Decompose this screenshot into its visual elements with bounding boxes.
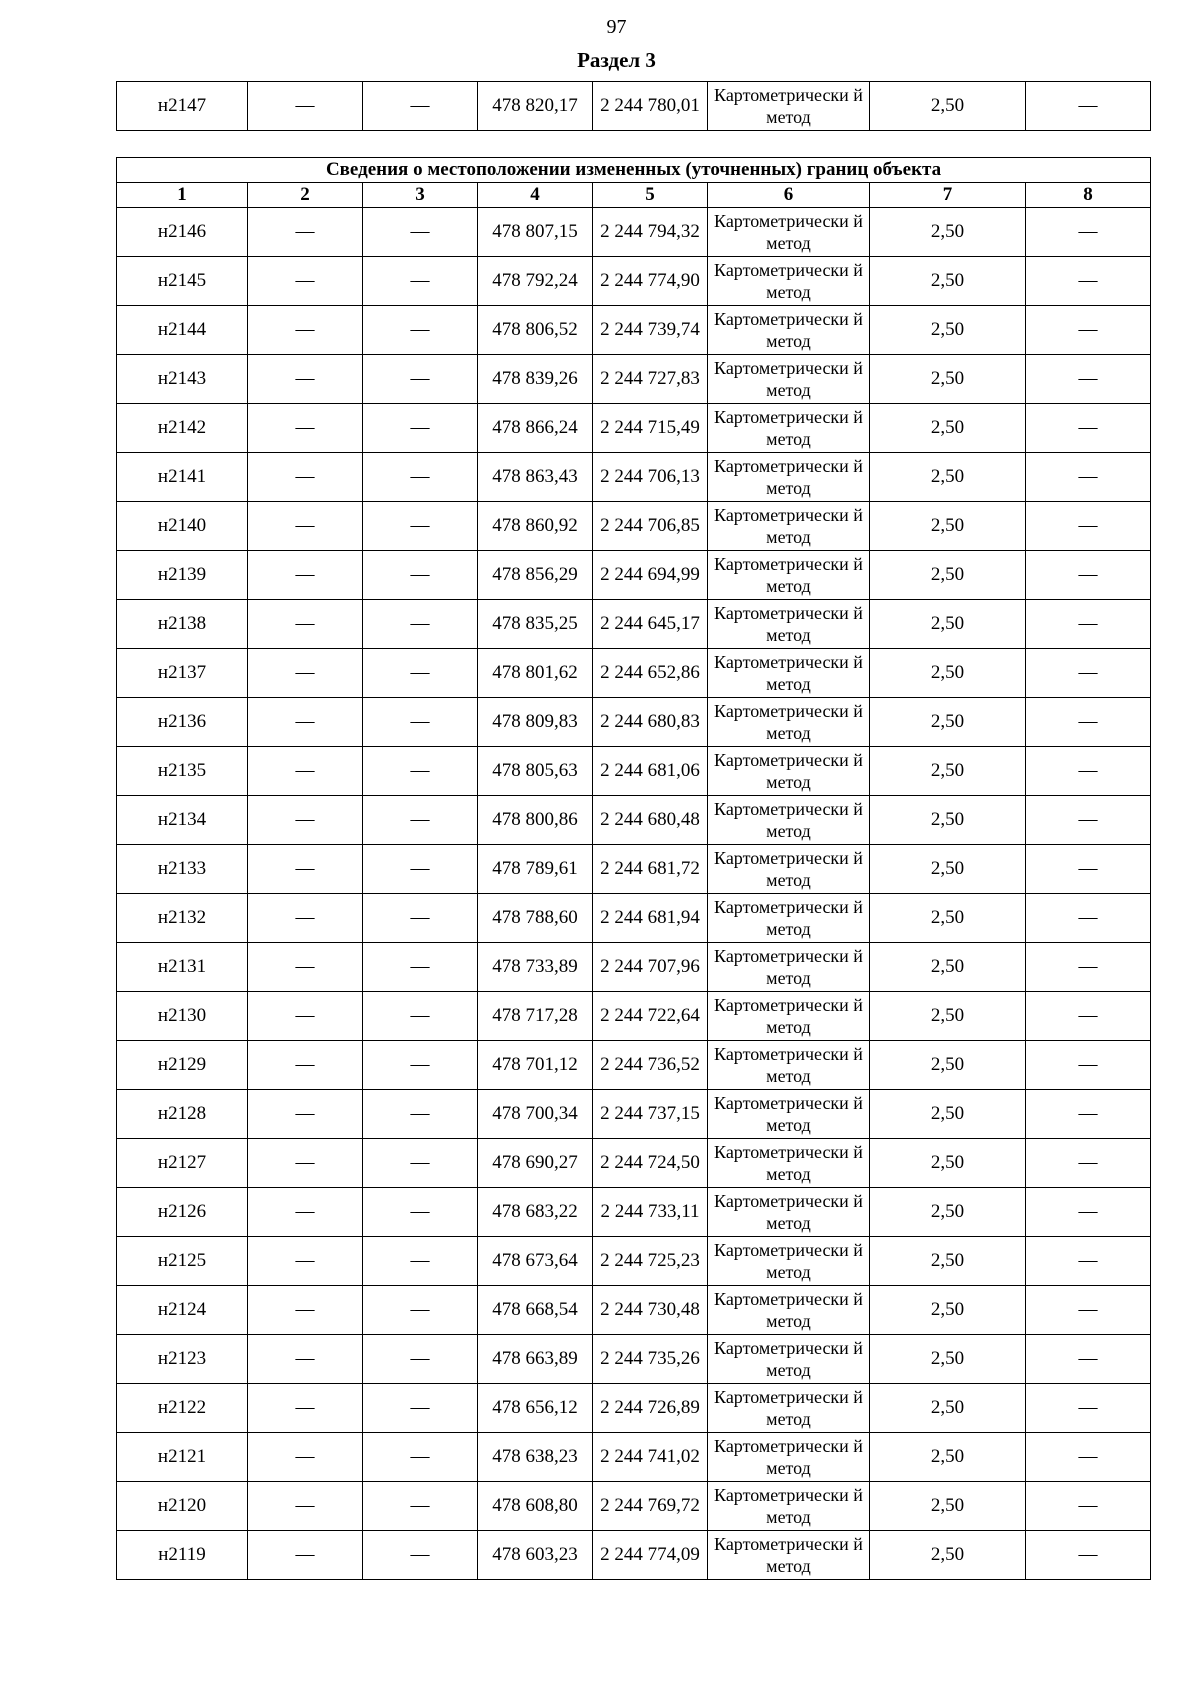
method-cell: Картометрически й метод [708, 453, 870, 502]
table-row [117, 82, 1151, 131]
column-8-cell: — [1026, 1482, 1151, 1531]
x-coordinate-cell: 478 700,34 [478, 1090, 593, 1139]
table-row [117, 257, 1151, 306]
column-2-cell: — [248, 1286, 363, 1335]
point-number-cell: н2136 [117, 698, 248, 747]
point-number-cell: н2119 [117, 1531, 248, 1580]
column-2-cell: — [248, 796, 363, 845]
y-coordinate-cell: 2 244 715,49 [593, 404, 708, 453]
column-3-cell: — [363, 551, 478, 600]
column-2-cell: — [248, 1433, 363, 1482]
point-number-cell: н2123 [117, 1335, 248, 1384]
table-row [117, 404, 1151, 453]
column-8-cell: — [1026, 747, 1151, 796]
table-row [117, 796, 1151, 845]
column-8-cell: — [1026, 1531, 1151, 1580]
column-3-cell: — [363, 1237, 478, 1286]
column-8-cell: — [1026, 845, 1151, 894]
accuracy-cell: 2,50 [870, 551, 1026, 600]
method-cell: Картометрически й метод [708, 796, 870, 845]
point-number-cell: н2122 [117, 1384, 248, 1433]
y-coordinate-cell: 2 244 681,72 [593, 845, 708, 894]
table-row [117, 845, 1151, 894]
point-number-cell: н2141 [117, 453, 248, 502]
method-cell: Картометрически й метод [708, 894, 870, 943]
column-8-cell: — [1026, 257, 1151, 306]
column-3-cell: — [363, 453, 478, 502]
y-coordinate-cell: 2 244 681,06 [593, 747, 708, 796]
column-3-cell: — [363, 943, 478, 992]
column-2-cell: — [248, 600, 363, 649]
column-3-cell: — [363, 355, 478, 404]
x-coordinate-cell: 478 668,54 [478, 1286, 593, 1335]
column-2-cell: — [248, 1531, 363, 1580]
accuracy-cell: 2,50 [870, 1041, 1026, 1090]
column-2-cell: — [248, 992, 363, 1041]
y-coordinate-cell: 2 244 652,86 [593, 649, 708, 698]
column-8-cell: — [1026, 698, 1151, 747]
column-8-cell: — [1026, 943, 1151, 992]
method-cell: Картометрически й метод [708, 1433, 870, 1482]
table-row [117, 551, 1151, 600]
accuracy-cell: 2,50 [870, 747, 1026, 796]
column-3-cell: — [363, 1335, 478, 1384]
column-3-cell: — [363, 82, 478, 131]
point-number-cell: н2121 [117, 1433, 248, 1482]
column-3-cell: — [363, 257, 478, 306]
y-coordinate-cell: 2 244 735,26 [593, 1335, 708, 1384]
method-cell: Картометрически й метод [708, 943, 870, 992]
method-cell: Картометрически й метод [708, 355, 870, 404]
point-number-cell: н2134 [117, 796, 248, 845]
column-8-cell: — [1026, 1286, 1151, 1335]
table-caption: Сведения о местоположении измененных (уточненных) границ объекта [117, 158, 1151, 183]
column-3-cell: — [363, 208, 478, 257]
method-cell: Картометрически й метод [708, 1090, 870, 1139]
table-row [117, 1531, 1151, 1580]
point-number-cell: н2139 [117, 551, 248, 600]
point-number-cell: н2144 [117, 306, 248, 355]
column-number: 7 [870, 183, 1026, 208]
x-coordinate-cell: 478 733,89 [478, 943, 593, 992]
x-coordinate-cell: 478 603,23 [478, 1531, 593, 1580]
x-coordinate-cell: 478 789,61 [478, 845, 593, 894]
table-row [117, 698, 1151, 747]
accuracy-cell: 2,50 [870, 796, 1026, 845]
column-3-cell: — [363, 1482, 478, 1531]
point-number-cell: н2130 [117, 992, 248, 1041]
column-8-cell: — [1026, 1041, 1151, 1090]
method-cell: Картометрически й метод [708, 600, 870, 649]
y-coordinate-cell: 2 244 733,11 [593, 1188, 708, 1237]
boundary-coordinates-table [116, 157, 1151, 1580]
column-8-cell: — [1026, 404, 1151, 453]
x-coordinate-cell: 478 866,24 [478, 404, 593, 453]
column-3-cell: — [363, 1139, 478, 1188]
accuracy-cell: 2,50 [870, 502, 1026, 551]
accuracy-cell: 2,50 [870, 208, 1026, 257]
column-2-cell: — [248, 698, 363, 747]
column-number: 8 [1026, 183, 1151, 208]
table-row [117, 1188, 1151, 1237]
table-row [117, 992, 1151, 1041]
method-cell: Картометрически й метод [708, 992, 870, 1041]
column-3-cell: — [363, 796, 478, 845]
x-coordinate-cell: 478 805,63 [478, 747, 593, 796]
column-number: 3 [363, 183, 478, 208]
column-8-cell: — [1026, 208, 1151, 257]
x-coordinate-cell: 478 608,80 [478, 1482, 593, 1531]
column-8-cell: — [1026, 796, 1151, 845]
table-row [117, 1041, 1151, 1090]
point-number-cell: н2145 [117, 257, 248, 306]
x-coordinate-cell: 478 839,26 [478, 355, 593, 404]
column-8-cell: — [1026, 551, 1151, 600]
accuracy-cell: 2,50 [870, 1482, 1026, 1531]
accuracy-cell: 2,50 [870, 894, 1026, 943]
method-cell: Картометрически й метод [708, 845, 870, 894]
y-coordinate-cell: 2 244 706,85 [593, 502, 708, 551]
y-coordinate-cell: 2 244 645,17 [593, 600, 708, 649]
accuracy-cell: 2,50 [870, 1286, 1026, 1335]
column-2-cell: — [248, 1139, 363, 1188]
y-coordinate-cell: 2 244 739,74 [593, 306, 708, 355]
column-8-cell: — [1026, 1433, 1151, 1482]
point-number-cell: н2138 [117, 600, 248, 649]
y-coordinate-cell: 2 244 706,13 [593, 453, 708, 502]
column-2-cell: — [248, 502, 363, 551]
x-coordinate-cell: 478 701,12 [478, 1041, 593, 1090]
x-coordinate-cell: 478 663,89 [478, 1335, 593, 1384]
x-coordinate-cell: 478 690,27 [478, 1139, 593, 1188]
y-coordinate-cell: 2 244 680,83 [593, 698, 708, 747]
y-coordinate-cell: 2 244 694,99 [593, 551, 708, 600]
column-2-cell: — [248, 306, 363, 355]
continued-boundary-table [116, 81, 1151, 131]
point-number-cell: н2133 [117, 845, 248, 894]
column-3-cell: — [363, 1188, 478, 1237]
column-8-cell: — [1026, 453, 1151, 502]
column-2-cell: — [248, 1041, 363, 1090]
column-3-cell: — [363, 1384, 478, 1433]
accuracy-cell: 2,50 [870, 82, 1026, 131]
column-2-cell: — [248, 649, 363, 698]
table-row [117, 502, 1151, 551]
method-cell: Картометрически й метод [708, 306, 870, 355]
method-cell: Картометрически й метод [708, 698, 870, 747]
x-coordinate-cell: 478 683,22 [478, 1188, 593, 1237]
method-cell: Картометрически й метод [708, 404, 870, 453]
point-number-cell: н2124 [117, 1286, 248, 1335]
accuracy-cell: 2,50 [870, 1139, 1026, 1188]
table-row [117, 1286, 1151, 1335]
accuracy-cell: 2,50 [870, 649, 1026, 698]
column-8-cell: — [1026, 600, 1151, 649]
point-number-cell: н2127 [117, 1139, 248, 1188]
column-2-cell: — [248, 1237, 363, 1286]
method-cell: Картометрически й метод [708, 1041, 870, 1090]
column-3-cell: — [363, 404, 478, 453]
page-number: 97 [606, 16, 627, 38]
point-number-cell: н2132 [117, 894, 248, 943]
accuracy-cell: 2,50 [870, 1188, 1026, 1237]
table-row [117, 1384, 1151, 1433]
method-cell: Картометрически й метод [708, 1531, 870, 1580]
table-row [117, 453, 1151, 502]
column-3-cell: — [363, 1286, 478, 1335]
point-number-cell: н2120 [117, 1482, 248, 1531]
method-cell: Картометрически й метод [708, 1482, 870, 1531]
method-cell: Картометрически й метод [708, 1286, 870, 1335]
point-number-cell: н2147 [117, 82, 248, 131]
column-8-cell: — [1026, 1237, 1151, 1286]
column-2-cell: — [248, 1090, 363, 1139]
column-3-cell: — [363, 894, 478, 943]
column-2-cell: — [248, 257, 363, 306]
column-2-cell: — [248, 943, 363, 992]
table-row [117, 600, 1151, 649]
accuracy-cell: 2,50 [870, 845, 1026, 894]
column-3-cell: — [363, 1433, 478, 1482]
method-cell: Картометрически й метод [708, 257, 870, 306]
column-8-cell: — [1026, 1335, 1151, 1384]
column-2-cell: — [248, 845, 363, 894]
accuracy-cell: 2,50 [870, 404, 1026, 453]
column-2-cell: — [248, 404, 363, 453]
y-coordinate-cell: 2 244 774,09 [593, 1531, 708, 1580]
table-row [117, 649, 1151, 698]
column-3-cell: — [363, 747, 478, 796]
point-number-cell: н2131 [117, 943, 248, 992]
column-3-cell: — [363, 1041, 478, 1090]
column-2-cell: — [248, 551, 363, 600]
column-8-cell: — [1026, 894, 1151, 943]
method-cell: Картометрически й метод [708, 649, 870, 698]
accuracy-cell: 2,50 [870, 1090, 1026, 1139]
x-coordinate-cell: 478 801,62 [478, 649, 593, 698]
column-2-cell: — [248, 355, 363, 404]
table-row [117, 1139, 1151, 1188]
column-number: 1 [117, 183, 248, 208]
accuracy-cell: 2,50 [870, 257, 1026, 306]
column-8-cell: — [1026, 1188, 1151, 1237]
accuracy-cell: 2,50 [870, 1335, 1026, 1384]
table-row [117, 1335, 1151, 1384]
table-row [117, 1090, 1151, 1139]
y-coordinate-cell: 2 244 727,83 [593, 355, 708, 404]
table-row [117, 208, 1151, 257]
method-cell: Картометрически й метод [708, 551, 870, 600]
column-2-cell: — [248, 1482, 363, 1531]
column-8-cell: — [1026, 306, 1151, 355]
table-row [117, 747, 1151, 796]
x-coordinate-cell: 478 820,17 [478, 82, 593, 131]
table-row [117, 1237, 1151, 1286]
column-2-cell: — [248, 1188, 363, 1237]
point-number-cell: н2146 [117, 208, 248, 257]
x-coordinate-cell: 478 788,60 [478, 894, 593, 943]
point-number-cell: н2126 [117, 1188, 248, 1237]
y-coordinate-cell: 2 244 730,48 [593, 1286, 708, 1335]
x-coordinate-cell: 478 656,12 [478, 1384, 593, 1433]
accuracy-cell: 2,50 [870, 1531, 1026, 1580]
method-cell: Картометрически й метод [708, 1139, 870, 1188]
table-row [117, 1433, 1151, 1482]
x-coordinate-cell: 478 792,24 [478, 257, 593, 306]
column-number: 4 [478, 183, 593, 208]
table-row [117, 306, 1151, 355]
y-coordinate-cell: 2 244 736,52 [593, 1041, 708, 1090]
column-2-cell: — [248, 208, 363, 257]
accuracy-cell: 2,50 [870, 306, 1026, 355]
column-2-cell: — [248, 894, 363, 943]
x-coordinate-cell: 478 717,28 [478, 992, 593, 1041]
column-3-cell: — [363, 600, 478, 649]
accuracy-cell: 2,50 [870, 355, 1026, 404]
column-8-cell: — [1026, 355, 1151, 404]
column-number: 2 [248, 183, 363, 208]
point-number-cell: н2143 [117, 355, 248, 404]
method-cell: Картометрически й метод [708, 208, 870, 257]
x-coordinate-cell: 478 835,25 [478, 600, 593, 649]
column-3-cell: — [363, 1531, 478, 1580]
accuracy-cell: 2,50 [870, 943, 1026, 992]
y-coordinate-cell: 2 244 774,90 [593, 257, 708, 306]
x-coordinate-cell: 478 809,83 [478, 698, 593, 747]
column-3-cell: — [363, 992, 478, 1041]
table-row [117, 894, 1151, 943]
column-3-cell: — [363, 306, 478, 355]
y-coordinate-cell: 2 244 794,32 [593, 208, 708, 257]
y-coordinate-cell: 2 244 680,48 [593, 796, 708, 845]
column-3-cell: — [363, 649, 478, 698]
point-number-cell: н2142 [117, 404, 248, 453]
y-coordinate-cell: 2 244 724,50 [593, 1139, 708, 1188]
y-coordinate-cell: 2 244 707,96 [593, 943, 708, 992]
accuracy-cell: 2,50 [870, 1237, 1026, 1286]
column-8-cell: — [1026, 502, 1151, 551]
method-cell: Картометрически й метод [708, 82, 870, 131]
column-3-cell: — [363, 502, 478, 551]
x-coordinate-cell: 478 800,86 [478, 796, 593, 845]
column-number: 5 [593, 183, 708, 208]
y-coordinate-cell: 2 244 681,94 [593, 894, 708, 943]
accuracy-cell: 2,50 [870, 698, 1026, 747]
column-3-cell: — [363, 1090, 478, 1139]
y-coordinate-cell: 2 244 725,23 [593, 1237, 708, 1286]
column-2-cell: — [248, 747, 363, 796]
table-row [117, 1482, 1151, 1531]
accuracy-cell: 2,50 [870, 453, 1026, 502]
column-2-cell: — [248, 453, 363, 502]
column-3-cell: — [363, 845, 478, 894]
section-title: Раздел 3 [577, 48, 656, 72]
x-coordinate-cell: 478 673,64 [478, 1237, 593, 1286]
column-2-cell: — [248, 82, 363, 131]
point-number-cell: н2137 [117, 649, 248, 698]
y-coordinate-cell: 2 244 722,64 [593, 992, 708, 1041]
table-row [117, 943, 1151, 992]
y-coordinate-cell: 2 244 737,15 [593, 1090, 708, 1139]
column-2-cell: — [248, 1335, 363, 1384]
point-number-cell: н2140 [117, 502, 248, 551]
column-3-cell: — [363, 698, 478, 747]
method-cell: Картометрически й метод [708, 1237, 870, 1286]
method-cell: Картометрически й метод [708, 747, 870, 796]
column-2-cell: — [248, 1384, 363, 1433]
point-number-cell: н2125 [117, 1237, 248, 1286]
point-number-cell: н2128 [117, 1090, 248, 1139]
x-coordinate-cell: 478 863,43 [478, 453, 593, 502]
y-coordinate-cell: 2 244 780,01 [593, 82, 708, 131]
accuracy-cell: 2,50 [870, 992, 1026, 1041]
accuracy-cell: 2,50 [870, 1433, 1026, 1482]
point-number-cell: н2135 [117, 747, 248, 796]
column-8-cell: — [1026, 992, 1151, 1041]
column-number: 6 [708, 183, 870, 208]
x-coordinate-cell: 478 806,52 [478, 306, 593, 355]
x-coordinate-cell: 478 856,29 [478, 551, 593, 600]
point-number-cell: н2129 [117, 1041, 248, 1090]
column-number-row [117, 183, 1151, 208]
y-coordinate-cell: 2 244 726,89 [593, 1384, 708, 1433]
method-cell: Картометрически й метод [708, 502, 870, 551]
column-8-cell: — [1026, 1384, 1151, 1433]
accuracy-cell: 2,50 [870, 600, 1026, 649]
column-8-cell: — [1026, 1139, 1151, 1188]
x-coordinate-cell: 478 638,23 [478, 1433, 593, 1482]
column-8-cell: — [1026, 649, 1151, 698]
column-8-cell: — [1026, 82, 1151, 131]
y-coordinate-cell: 2 244 741,02 [593, 1433, 708, 1482]
table-row [117, 355, 1151, 404]
method-cell: Картометрически й метод [708, 1384, 870, 1433]
x-coordinate-cell: 478 807,15 [478, 208, 593, 257]
x-coordinate-cell: 478 860,92 [478, 502, 593, 551]
accuracy-cell: 2,50 [870, 1384, 1026, 1433]
y-coordinate-cell: 2 244 769,72 [593, 1482, 708, 1531]
method-cell: Картометрически й метод [708, 1188, 870, 1237]
method-cell: Картометрически й метод [708, 1335, 870, 1384]
column-8-cell: — [1026, 1090, 1151, 1139]
